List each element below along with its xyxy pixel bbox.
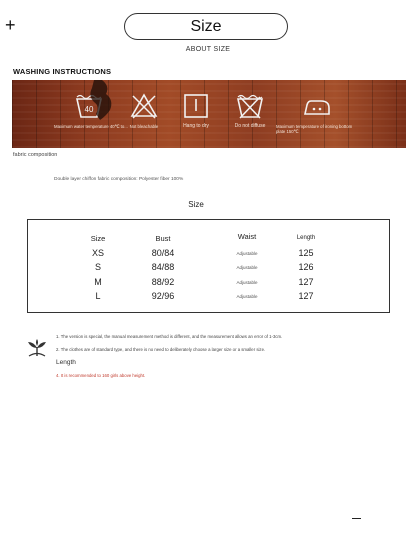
cell-waist: Adjustable [236, 294, 258, 299]
washing-banner [12, 80, 406, 148]
cell-bust: 80/84 [151, 248, 175, 258]
iron-icon [302, 93, 332, 119]
add-icon[interactable]: + [5, 15, 16, 35]
fabric-label: fabric composition [13, 152, 58, 158]
page-title-text: Size [190, 17, 222, 35]
do-not-bleach-icon [130, 93, 158, 119]
length-label: Length [56, 359, 76, 366]
size-table [27, 219, 390, 313]
note-3: 4. It is recommended to 160 girls above height. [56, 373, 146, 378]
care-item-no-wash [215, 93, 285, 129]
note-1: 1. The version is special, the manual measurement method is different, and the measurement allows an error of 1-3cm. [56, 334, 283, 339]
do-not-wash-icon [236, 93, 264, 119]
cell-size: M [94, 277, 102, 287]
cell-bust: 84/88 [151, 262, 175, 272]
care-label-iron: Maximum temperature of ironing bottom plate 150℃ [276, 124, 353, 134]
note-2: 2. The clothes are of standard type, and there is no need to deliberately choose a larger size or a smaller size. [56, 347, 266, 352]
header-bust: Bust [155, 234, 171, 243]
wash-temp-number: 40 [84, 105, 94, 114]
size-chart-heading: Size [188, 200, 204, 209]
cell-waist: Adjustable [236, 265, 258, 270]
cell-size: L [95, 291, 101, 301]
header-waist: Waist [237, 232, 257, 241]
fabric-composition: Double layer chiffon fabric composition: Polyester fiber 100% [54, 177, 184, 182]
minus-icon[interactable] [352, 518, 361, 519]
care-item-iron [276, 93, 358, 134]
cell-length: 125 [298, 248, 314, 258]
cell-length: 126 [298, 262, 314, 272]
page-title [124, 13, 288, 40]
cell-bust: 88/92 [151, 277, 175, 287]
care-label-no-wash: Do not diffuse [234, 123, 266, 129]
care-label-bleach: Not bleachable [129, 124, 159, 129]
page-subtitle: ABOUT SIZE [185, 46, 231, 53]
cell-bust: 92/96 [151, 291, 175, 301]
cell-length: 127 [298, 291, 314, 301]
cell-size: S [94, 262, 101, 272]
header-length: Length [296, 235, 316, 241]
header-size: Size [90, 234, 106, 243]
cell-length: 127 [298, 277, 314, 287]
leaf-icon [26, 339, 48, 357]
tree-shadow-decoration [80, 80, 124, 120]
cell-size: XS [91, 248, 104, 258]
cell-waist: Adjustable [236, 251, 258, 256]
care-label-dry: Hang to dry [183, 123, 209, 129]
cell-waist: Adjustable [236, 280, 258, 285]
hang-to-dry-icon [182, 93, 210, 119]
washing-heading: WASHING INSTRUCTIONS [13, 67, 112, 76]
care-label-wash: Maximum water temperature 40℃ to... [54, 124, 128, 129]
